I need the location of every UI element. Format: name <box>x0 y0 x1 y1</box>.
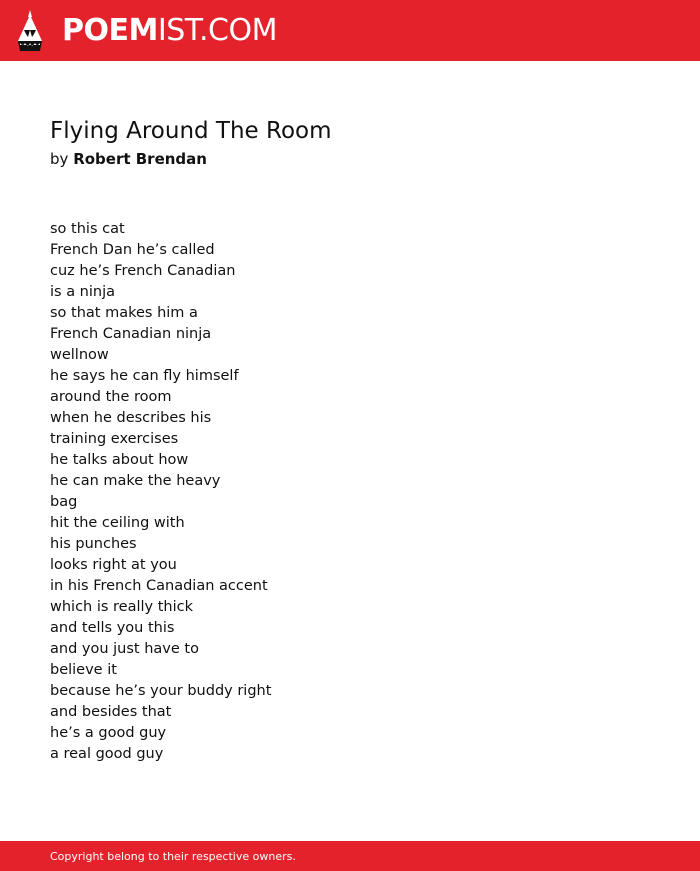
poem-line: training exercises <box>50 431 179 447</box>
poem-line: bag <box>50 494 78 510</box>
poem-line: looks right at you <box>50 557 177 573</box>
poem-line: and tells you this <box>50 620 175 636</box>
poem-line: hit the ceiling with <box>50 515 185 531</box>
poem-body <box>50 219 271 765</box>
poem-line: is a ninja <box>50 284 116 300</box>
site-logo[interactable] <box>62 13 277 49</box>
site-footer <box>0 841 700 871</box>
poem-line: so this cat <box>50 221 125 237</box>
poem-line: wellnow <box>50 347 109 363</box>
poem-line: cuz he’s French Canadian <box>50 263 236 279</box>
poem-line: his punches <box>50 536 137 552</box>
poem-line: which is really thick <box>50 599 194 615</box>
poem-line: he can make the heavy <box>50 473 221 489</box>
poem-line: around the room <box>50 389 172 405</box>
logo-bold-text: POEM <box>62 13 158 48</box>
poem-line: in his French Canadian accent <box>50 578 268 594</box>
poem-line: French Dan he’s called <box>50 242 215 258</box>
copyright-notice: Copyright belong to their respective owners. <box>50 850 296 863</box>
by-label: by <box>50 150 69 168</box>
poem-line: and you just have to <box>50 641 199 657</box>
poem-line: he talks about how <box>50 452 189 468</box>
poem-line: when he describes his <box>50 410 212 426</box>
poem-line: he’s a good guy <box>50 725 167 741</box>
poem-byline <box>50 148 207 170</box>
poem-line: French Canadian ninja <box>50 326 212 342</box>
logo-light-text: IST.COM <box>157 13 277 48</box>
poem-line: believe it <box>50 662 117 678</box>
pencil-tip-icon[interactable] <box>18 10 42 51</box>
poem-line: so that makes him a <box>50 305 198 321</box>
poem-title: Flying Around The Room <box>50 118 332 144</box>
poem-line: a real good guy <box>50 746 164 762</box>
poem-author: Robert Brendan <box>73 150 207 168</box>
site-header <box>0 0 700 61</box>
poem-line: because he’s your buddy right <box>50 683 272 699</box>
poem-line: he says he can fly himself <box>50 368 239 384</box>
poem-line: and besides that <box>50 704 172 720</box>
